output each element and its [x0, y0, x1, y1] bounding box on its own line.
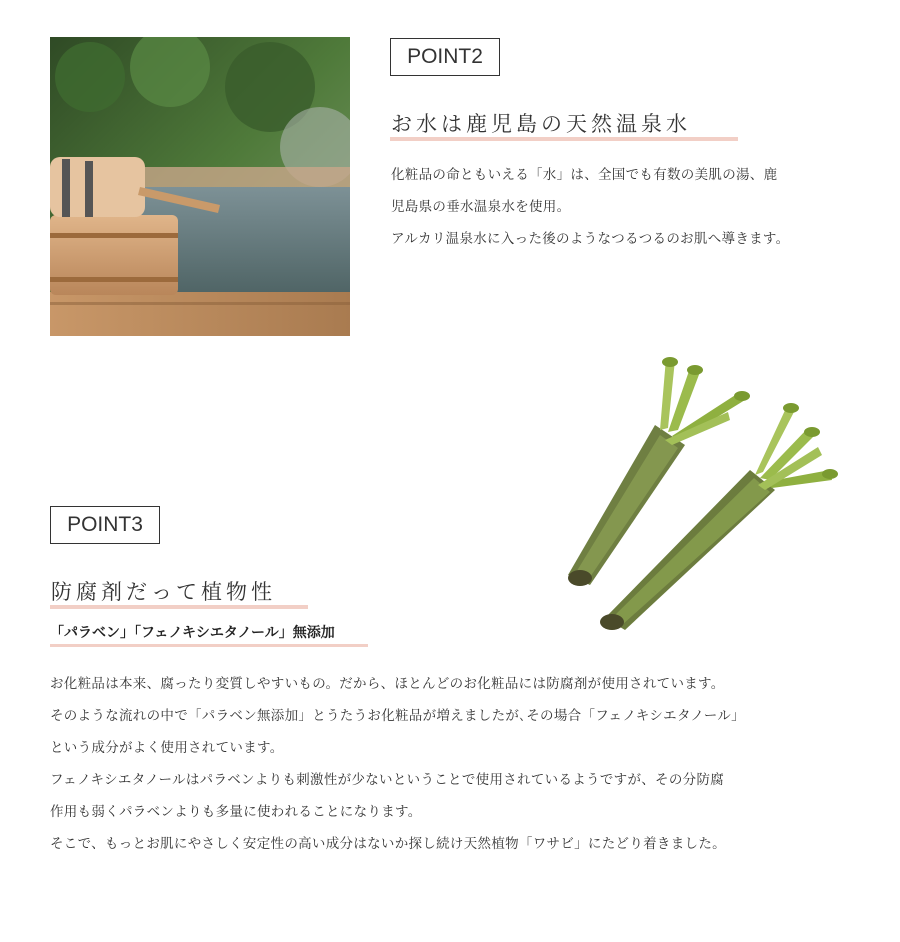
- point2-heading-underline: [390, 137, 738, 141]
- point3-heading: 防腐剤だって植物性: [51, 580, 276, 604]
- point2-heading: お水は鹿児島の天然温泉水: [391, 112, 691, 136]
- point3-body-line-1: お化粧品は本来、腐ったり変質しやすいもの。だから、ほとんどのお化粧品には防腐剤が使用されています。: [50, 676, 725, 692]
- point2-body-line-3: アルカリ温泉水に入った後のようなつるつるのお肌へ導きます。: [391, 231, 790, 247]
- point3-body: [50, 668, 745, 860]
- point3-label: POINT3: [50, 506, 160, 544]
- point3-body-line-2: そのような流れの中で「パラベン無添加」とうたうお化粧品が増えましたが､その場合「フェノキシエタノール」: [50, 708, 745, 724]
- point3-body-line-5: 作用も弱くパラベンよりも多量に使われることになります。: [50, 804, 422, 820]
- point2-body-line-1: 化粧品の命ともいえる「水」は、全国でも有数の美肌の湯、鹿: [391, 167, 778, 183]
- onsen-bucket-photo: [50, 37, 350, 336]
- point3-heading-underline: [50, 605, 308, 609]
- point3-body-line-4: フェノキシエタノールはパラベンよりも刺激性が少ないということで使用されているようですが、その分防腐: [50, 772, 725, 788]
- point2-body-line-2: 児島県の垂水温泉水を使用。: [391, 199, 571, 215]
- point3-subheading: 「パラベン」「フェノキシエタノール」無添加: [50, 625, 335, 641]
- point3-body-line-3: という成分がよく使用されています。: [50, 740, 284, 756]
- point2-body: [391, 159, 789, 255]
- wasabi-photo: [560, 350, 840, 640]
- point3-subheading-underline: [50, 644, 368, 647]
- point3-body-line-6: そこで、もっとお肌にやさしく安定性の高い成分はないか探し続け天然植物「ワサビ」にたどり着きました。: [50, 836, 726, 852]
- point2-label: POINT2: [390, 38, 500, 76]
